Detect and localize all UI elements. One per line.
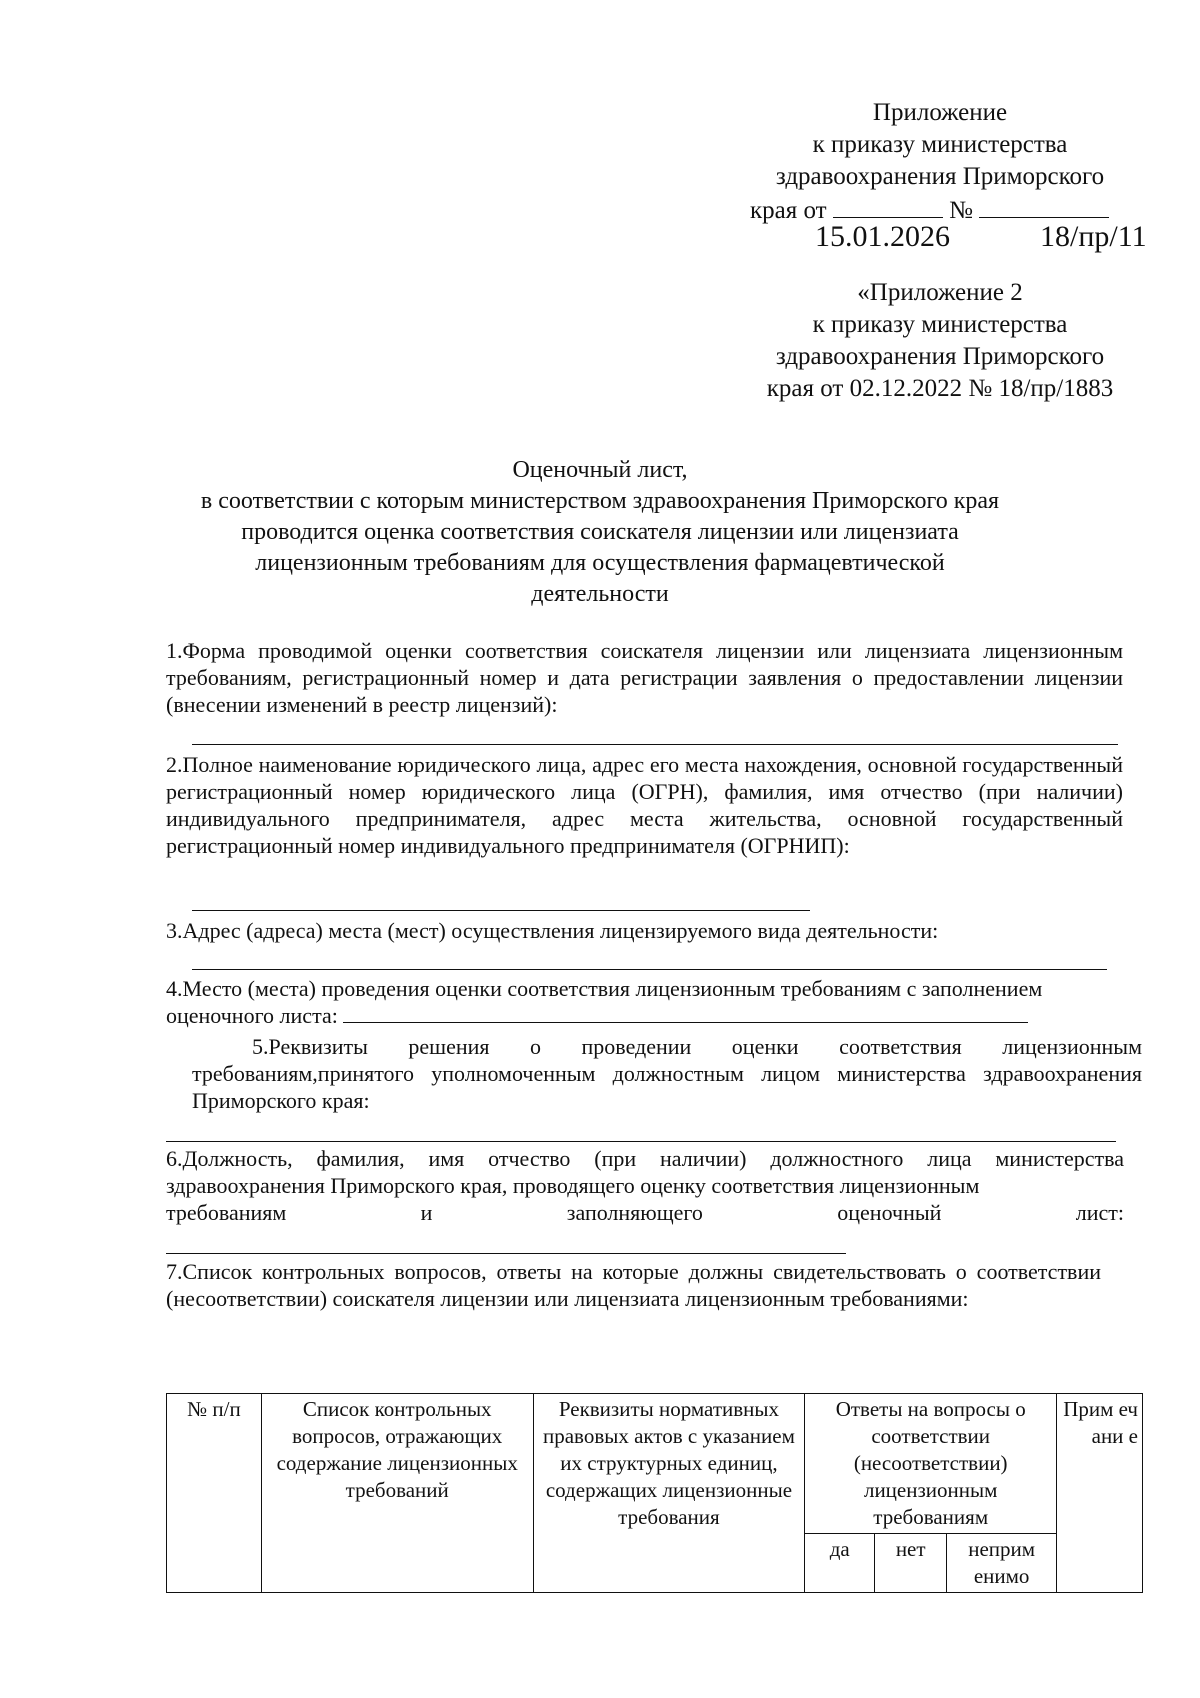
title-line-3: проводится оценка соответствия соискателя лицензии или лицензиата <box>241 519 959 545</box>
item-3-fill-line <box>192 969 1107 970</box>
appendix-title: Приложение <box>872 99 1008 126</box>
appendix2-header <box>745 277 1135 405</box>
item-7-text: 7.Список контрольных вопросов, ответы на которые должны свидетельствовать о соответствии (несоответствии) соискателя лицензии или лицензиата лицензионным требованиями: <box>166 1259 1101 1311</box>
header-notes: Прим ечани е <box>1057 1394 1143 1593</box>
item-2-fill-line <box>192 910 810 911</box>
title-line-5: деятельности <box>531 581 669 607</box>
appendix2-ministry-line: здравоохранения Приморского <box>775 343 1105 370</box>
header-no: нет <box>875 1534 947 1593</box>
number-sign: № <box>949 197 973 224</box>
appendix2-date-line: края от 02.12.2022 № 18/пр/1883 <box>766 375 1114 402</box>
appendix-ministry-line: здравоохранения Приморского <box>775 163 1105 190</box>
table-header-row <box>167 1394 1143 1534</box>
item-1-text: 1.Форма проводимой оценки соответствия соискателя лицензии или лицензиата лицензионным требованиям, регистрационный номер и дата регистрации заявления о предоставлении лицензии (внесении изменений в реестр лицензий): <box>166 638 1123 717</box>
header-questions: Список контрольных вопросов, отражающих содержание лицензионных требований <box>261 1394 533 1593</box>
item-1-fill-line <box>192 744 1118 745</box>
header-legal-acts: Реквизиты нормативных правовых актов с указанием их структурных единиц, содержащих лицензионные требования <box>533 1394 805 1593</box>
title-line-2: в соответствии с которым министерством здравоохранения Приморского края <box>200 488 1000 514</box>
handwritten-date: 15.01.2026 <box>815 220 950 253</box>
checklist-table <box>166 1393 1143 1593</box>
header-not-applicable: неприм енимо <box>947 1534 1057 1593</box>
number-blank <box>979 193 1109 218</box>
date-prefix: края от <box>750 197 827 224</box>
date-blank <box>833 193 943 218</box>
header-number: № п/п <box>167 1394 262 1593</box>
header-answers: Ответы на вопросы о соответствии (несоответствии) лицензионным требованиям <box>805 1394 1057 1534</box>
appendix2-title: «Приложение 2 <box>857 279 1023 306</box>
item-3-text: 3.Адрес (адреса) места (мест) осуществления лицензируемого вида деятельности: <box>166 918 939 943</box>
item-5-fill-line <box>166 1141 1116 1142</box>
item-2-text: 2.Полное наименование юридического лица, адрес его места нахождения, основной государственный регистрационный номер юридического лица (ОГРН), фамилия, имя отчество (при наличии) индивидуального предпринимателя, адрес места жительства, основной государственный регистрационный номер индивидуального предпринимателя (ОГРНИП): <box>166 752 1123 858</box>
item-4-fill-line <box>343 1002 1028 1023</box>
item-6-fill-line <box>166 1253 846 1254</box>
appendix-header <box>750 97 1130 193</box>
item-6-text: 6.Должность, фамилия, имя отчество (при наличии) должностного лица министерства здравоохранения Приморского края, проводящего оценку соответствия лицензионным <box>166 1146 1124 1198</box>
handwritten-number: 18/пр/11 <box>1040 220 1147 253</box>
title-line-4: лицензионным требованиям для осуществления фармацевтической <box>255 550 945 576</box>
item-4-label: оценочного листа: <box>166 1003 338 1028</box>
document-title <box>150 455 1050 610</box>
appendix2-order-line: к приказу министерства <box>812 311 1068 338</box>
item-6-text-end: требованиям и заполняющего оценочный лист: <box>166 1200 1124 1225</box>
item-4-text-line-1: 4.Место (места) проведения оценки соответствия лицензионным требованиям с заполнением <box>166 976 1043 1001</box>
title-line-1: Оценочный лист, <box>512 457 688 483</box>
header-yes: да <box>805 1534 875 1593</box>
item-4-text-line-2 <box>166 1002 1028 1029</box>
appendix-order-line: к приказу министерства <box>812 131 1068 158</box>
item-5-text: 5.Реквизиты решения о проведении оценки соответствия лицензионным требованиям,принятого уполномоченным должностным лицом министерства здравоохранения Приморского края: <box>192 1034 1142 1113</box>
